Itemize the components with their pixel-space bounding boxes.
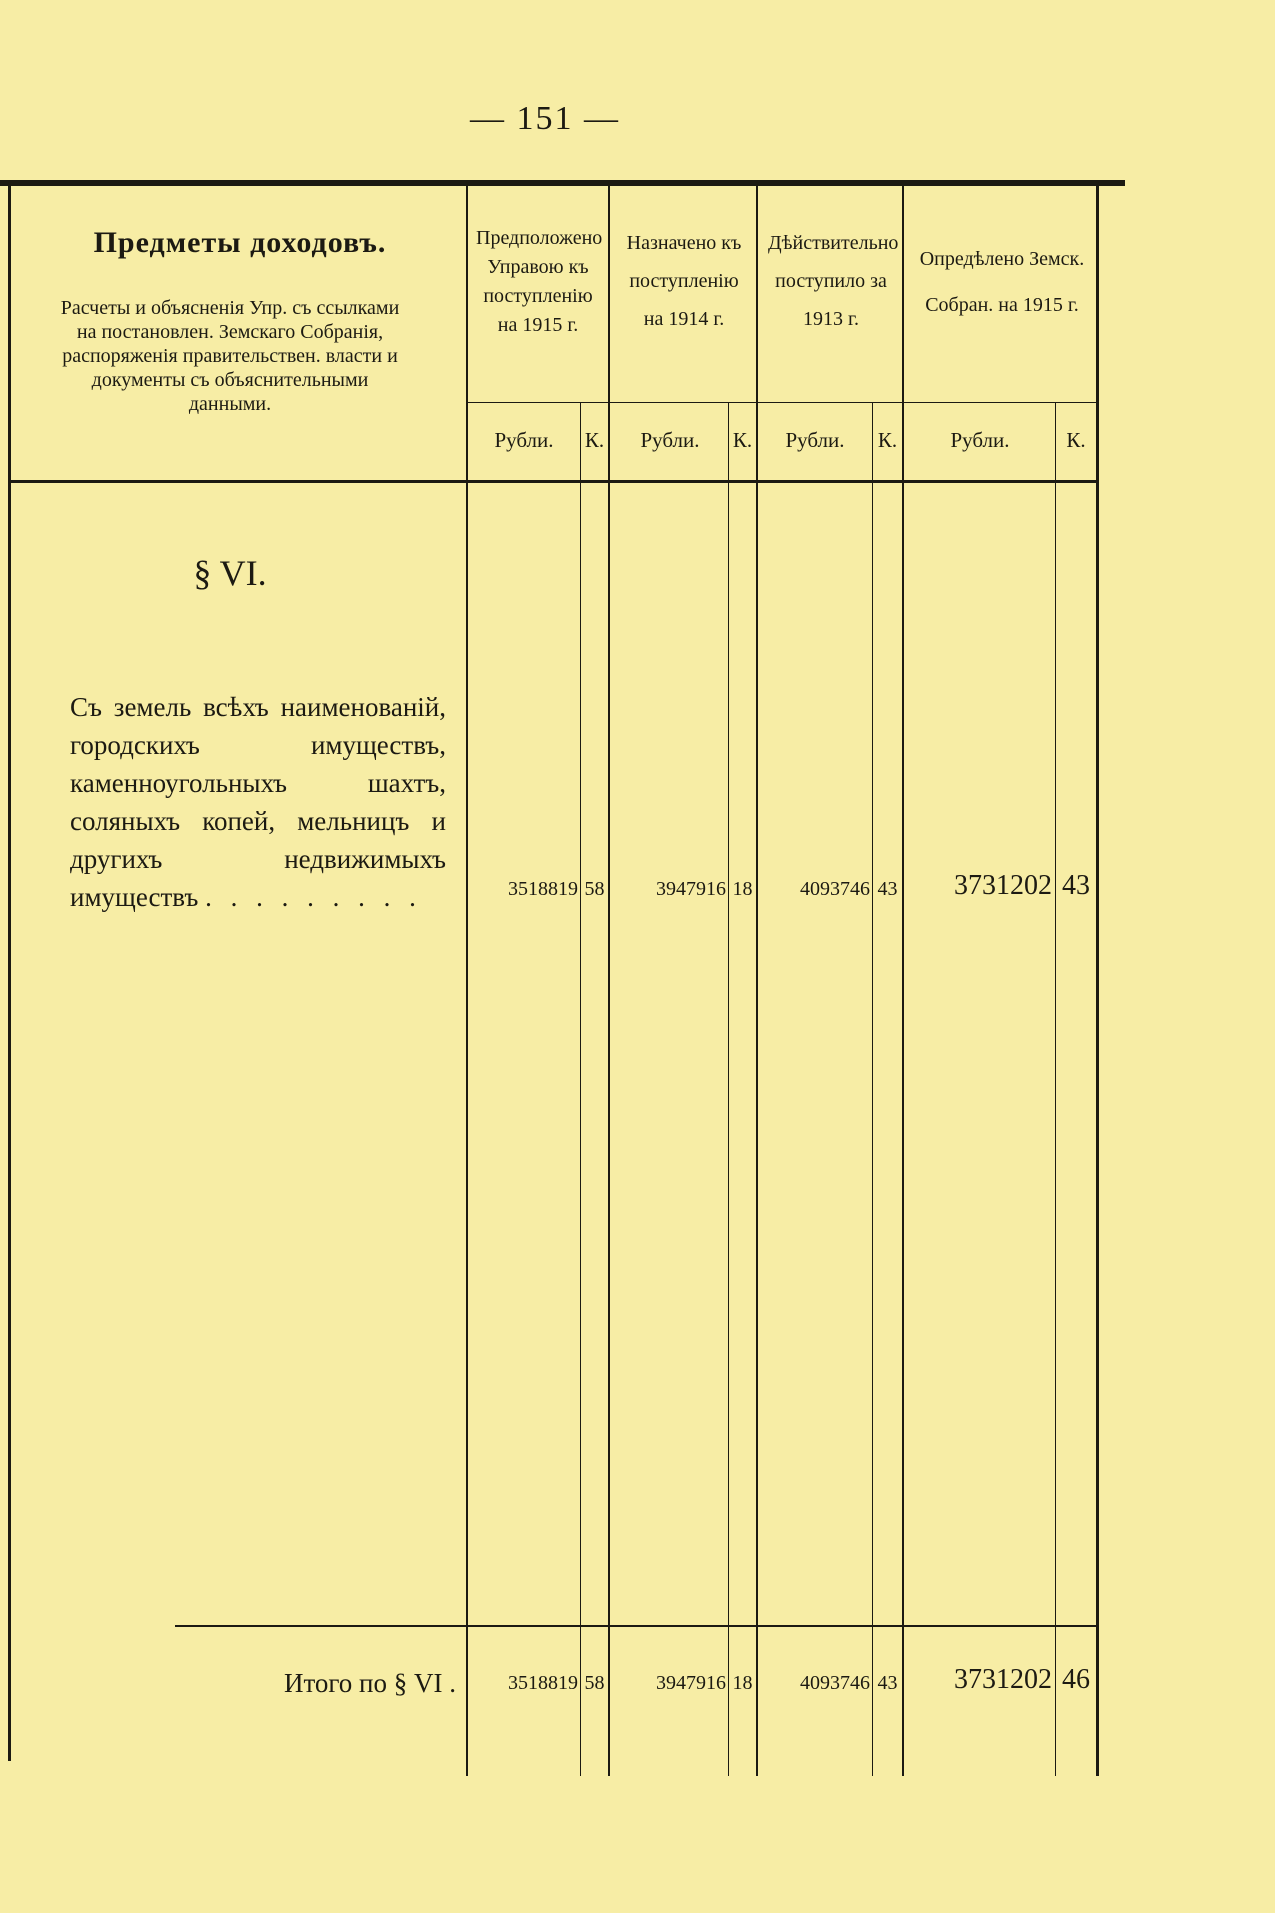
- page-number: — 151 —: [470, 100, 620, 137]
- column-divider-2: [608, 186, 610, 1776]
- column-head-proposed-1915: Предположено Управою къ поступленію на 1915 г.: [476, 227, 603, 336]
- row-approved-rubles: 3731202: [954, 870, 1052, 901]
- section-heading: § VI.: [193, 553, 267, 593]
- unit-kopecks-2: К.: [584, 428, 605, 452]
- section-description: [70, 688, 446, 916]
- column-divider-3: [756, 186, 758, 1776]
- column-head-approved-1915: Опредѣлено Земск. Собран. на 1915 г.: [919, 248, 1085, 316]
- total-assigned-kopecks: 18: [732, 1672, 753, 1694]
- unit-rubles-4: Рубли.: [785, 428, 845, 452]
- header-bottom-rule: [8, 480, 1098, 483]
- total-proposed-rubles: 3518819: [508, 1672, 578, 1694]
- row-assigned-rubles: 3947916: [656, 878, 726, 900]
- kop-divider-4: [872, 402, 873, 1776]
- row-assigned-kopecks: 18: [732, 878, 753, 900]
- kop-divider-3: [728, 402, 729, 1776]
- total-top-rule: [175, 1625, 1098, 1627]
- column-divider-4: [902, 186, 904, 1776]
- right-border: [1096, 186, 1099, 1776]
- total-approved-kopecks: 46: [1062, 1664, 1090, 1695]
- total-assigned-rubles: 3947916: [656, 1672, 726, 1694]
- total-proposed-kopecks: 58: [584, 1672, 605, 1694]
- total-label: Итого по § VI .: [283, 1668, 456, 1698]
- section-text: Съ земель всѣхъ наименованій, городскихъ имуществъ, каменноугольныхъ шахтъ, соляныхъ копей, мельницъ и другихъ недвижимыхъ имуществъ: [70, 692, 446, 912]
- unit-kopecks-5: К.: [1066, 428, 1086, 452]
- column-subtitle-explanations: Расчеты и объясненія Упр. съ ссылками на постановлен. Земскаго Собранія, распоряженія правительствен. власти и документы съ объяснительными данными.: [60, 297, 400, 415]
- total-received-rubles: 4093746: [800, 1672, 870, 1694]
- kop-divider-5: [1055, 402, 1056, 1776]
- column-title-items: Предметы доходовъ.: [93, 226, 387, 259]
- row-received-rubles: 4093746: [800, 878, 870, 900]
- unit-rubles-2: Рубли.: [494, 428, 554, 452]
- unit-kopecks-4: К.: [877, 428, 898, 452]
- row-approved-kopecks: 43: [1062, 870, 1090, 901]
- left-border: [8, 186, 11, 1761]
- top-rule: [0, 180, 1125, 186]
- column-divider-1: [466, 186, 468, 1776]
- unit-rubles-3: Рубли.: [640, 428, 700, 452]
- total-received-kopecks: 43: [877, 1672, 898, 1694]
- row-proposed-rubles: 3518819: [508, 878, 578, 900]
- unit-rubles-5: Рубли.: [950, 428, 1010, 452]
- unit-kopecks-3: К.: [732, 428, 753, 452]
- kop-divider-2: [580, 402, 581, 1776]
- row-proposed-kopecks: 58: [584, 878, 605, 900]
- units-top-rule: [466, 402, 1096, 403]
- column-head-assigned-1914: Назначено къ поступленію на 1914 г.: [626, 232, 742, 330]
- row-received-kopecks: 43: [877, 878, 898, 900]
- leader-dots: . . . . . . . . .: [205, 882, 422, 912]
- total-approved-rubles: 3731202: [954, 1664, 1052, 1695]
- column-head-received-1913: Дѣйствительно поступило за 1913 г.: [768, 232, 899, 330]
